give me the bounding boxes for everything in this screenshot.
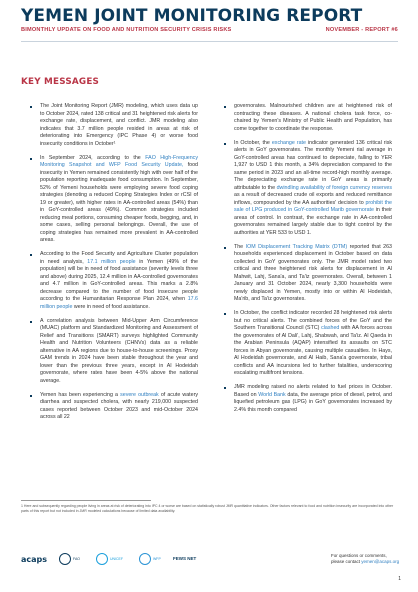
fao-logo-label: FAO — [73, 557, 81, 561]
report-title: YEMEN JOINT MONITORING REPORT — [21, 6, 363, 26]
wfp-emblem-icon — [139, 553, 151, 565]
report-subtitle: BIMONTHLY UPDATE ON FOOD AND NUTRITION SECURITY CRISIS RISKS — [21, 27, 232, 33]
key-message-2: In September 2024, according to the FAO High-Frequency Monitoring Snapshot and WFP Food Security Update, food insecurity in Yemen remained consistently high with over half of the population reporting inadequate food consumption. In September, 52% of Yemeni households were employing severe food coping strategies (denoting a reduced Coping Strategies Index or rCSI of 19 or greater), with higher rates in AA-controlled areas (54%) than in GoY-controlled areas (49%). Common strategies included reducing meal portions, consuming cheaper foods, begging, and, in some cases, selling personal belongings. Overall, the use of coping strategies has remained more prevalent in AA-controlled areas. — [40, 154, 198, 243]
section-title-key-messages: KEY MESSAGES — [21, 77, 100, 87]
header-divider — [21, 41, 398, 42]
right-column — [234, 103, 392, 421]
page-number: 1 — [398, 576, 401, 582]
contact-line-1: For questions or comments, — [331, 553, 387, 558]
key-message-1: The Joint Monitoring Report (JMR) modeling, which uses data up to October 2024, rated 138 critical and 31 heightened risk alerts for exchange rate, displacement, and conflict. JMR modeling also indicates that 3.7 million people resided in areas at risk of deteriorating into Emergency (IPC Phase 4) or worse food insecurity conditions in October¹ — [40, 103, 198, 147]
contact-line-2: please contact yemen@acaps.org — [331, 558, 400, 564]
foreign-reserves-link[interactable]: dwindling availability of foreign currency reserves — [276, 184, 393, 191]
world-bank-link[interactable]: World Bank — [258, 391, 286, 398]
key-message-8: In October, the conflict indicator recorded 28 heightened risk alerts but no critical alerts. The combined forces of the GoY and the Southern Transitional Council (STC) clashed with AA forces across the governorates of Al Dali', Lahj, Shabwah, and Ta'iz. Al Qaeda in the Arabian Peninsula (AQAP) intensified its assaults on STC forces in Abyan governorate, causing multiple casualties. In Hays, Al Hodeidah governorate, and Al Haib, Sana'a governorate, tribal conflicts and AA incursions led to further fatalities, underscoring escalating multifront tensions. — [234, 310, 392, 376]
unicef-logo-label: UNICEF — [110, 557, 124, 561]
clashed-link[interactable]: clashed — [321, 325, 340, 331]
key-message-9: JMR modeling raised no alerts related to fuel prices in October. Based on World Bank data, the average price of diesel, petrol, and liquefied petroleum gas (LPG) in GoY governorates increased by 2.4% this month compared — [234, 384, 392, 413]
key-message-3: According to the Food Security and Agriculture Cluster population in need analysis, 17.1 million people in Yemen (49% of the population) will be in need of food assistance (severity levels three and above) during 2025, 12.4 million in AA-controlled governorates and 4.7 million in GoY-controlled areas. This marks a 2.8% decrease compared to the number of food insecure people according to the Humanitarian Response Plan 2024, when 17.6 million people were in need of food assistance. — [40, 251, 198, 310]
key-message-5-continued: governorates. Malnourished children are at heightened risk of contracting these diseases. A national cholera task force, co-chaired by Yemen's Ministry of Public Health and Population, has come together to coordinate the response. — [234, 103, 392, 132]
left-column — [40, 103, 198, 428]
pin-2025-link[interactable]: 17.1 million people — [87, 258, 136, 265]
fao-wfp-link[interactable]: FAO High-Frequency Monitoring Snapshot and WFP Food Security Update, — [40, 154, 198, 168]
severe-outbreak-link[interactable]: severe outbreak — [120, 391, 159, 398]
lpg-sale-link[interactable]: prohibit the sale of LPG produced in GoY-controlled Marib governorate — [234, 199, 392, 213]
hrp-2024-link[interactable]: 17.6 million people — [40, 296, 198, 310]
subtitle-row — [21, 27, 398, 33]
fewsnet-logo-label: FEWS NET — [173, 556, 197, 561]
report-number: NOVEMBER - REPORT #6 — [325, 27, 398, 33]
key-message-4: A correlation analysis between Mid-Upper Arm Circumference (MUAC) platform and Standardized Monitoring and Assessment of Relief and Transitions (SMART) surveys highlighted Community Health and Nutrition Volunteers (CHNVs) data as a reliable alternative in AA regions due to house-to-house screenings. Proxy GAM trends in 2024 have been stable throughout the year and lower than the previous three years, except in Al Hodeidah governorate, where rates have been 4-5% above the national average. — [40, 317, 198, 384]
fao-logo — [59, 553, 80, 565]
iom-dtm-link[interactable]: IOM Displacement Tracking Matrix (DTM) — [245, 243, 348, 250]
acaps-logo: acaps — [21, 554, 48, 564]
key-message-7: The IOM Displacement Tracking Matrix (DTM) reported that 263 households experienced displacement in October based on data collected in GoY governorates only. The JMR model rated two critical and three heightened risk alerts for displacement in Al Mahwit, Lahj, Sana'a, and Ta'iz governorates. Overall, between 1 January and 31 October 2024, nearly 3,300 households were newly displaced in Yemen, mostly into or within Al Hodeidah, Ma'rib, and Ta'iz governorates. — [234, 243, 392, 302]
wfp-logo — [139, 553, 161, 565]
unicef-emblem-icon — [96, 553, 108, 565]
report-header — [21, 6, 401, 33]
contact-block — [331, 553, 401, 564]
footer — [21, 553, 401, 582]
footnote: 1 Here and subsequently regarding people living in areas at risk of deteriorating into IPC 4 or worse are based on statistically robust JMR quantitative indicators. Other factors relevant to food and nutrition insecurity are incorporated into other parts of this report but not included in JMR modeled calculations because of limited data availability. — [21, 504, 394, 513]
contact-email-link[interactable]: yemen@acaps.org — [361, 558, 400, 564]
exchange-rate-link[interactable]: exchange rate — [271, 139, 306, 146]
wfp-logo-label: WFP — [153, 557, 161, 561]
unicef-logo — [96, 553, 123, 565]
fao-emblem-icon — [59, 553, 71, 565]
fewsnet-logo — [173, 553, 196, 565]
footnote-divider — [21, 500, 151, 501]
key-message-5: Yemen has been experiencing a severe outbreak of acute watery diarrhea and suspected cholera, with nearly 219,000 suspected cases reported between October 2023 and mid-October 2024 across all 22 — [40, 391, 198, 420]
key-message-6: In October, the exchange rate indicator generated 136 critical risk alerts in GoY governorates. The monthly Yemeni rial average in GoY-controlled areas has continued to depreciate, falling to YER 1,927 to USD 1 this month, a 34% depreciation compared to the same period in 2023 and an all-time record-high monthly average. The depreciating exchange rate in GoY areas is primarily attributable to the dwindling availability of foreign currency reserves as a result of decreased crude oil exports and reduced remittance inflows, compounded by the AA authorities' decision to prohibit the sale of LPG produced in GoY-controlled Marib governorate in their areas of control. In contrast, the exchange rate in AA-controlled governorates remained largely stable due to tight control by the authorities at YER 533 to USD 1. — [234, 139, 393, 236]
